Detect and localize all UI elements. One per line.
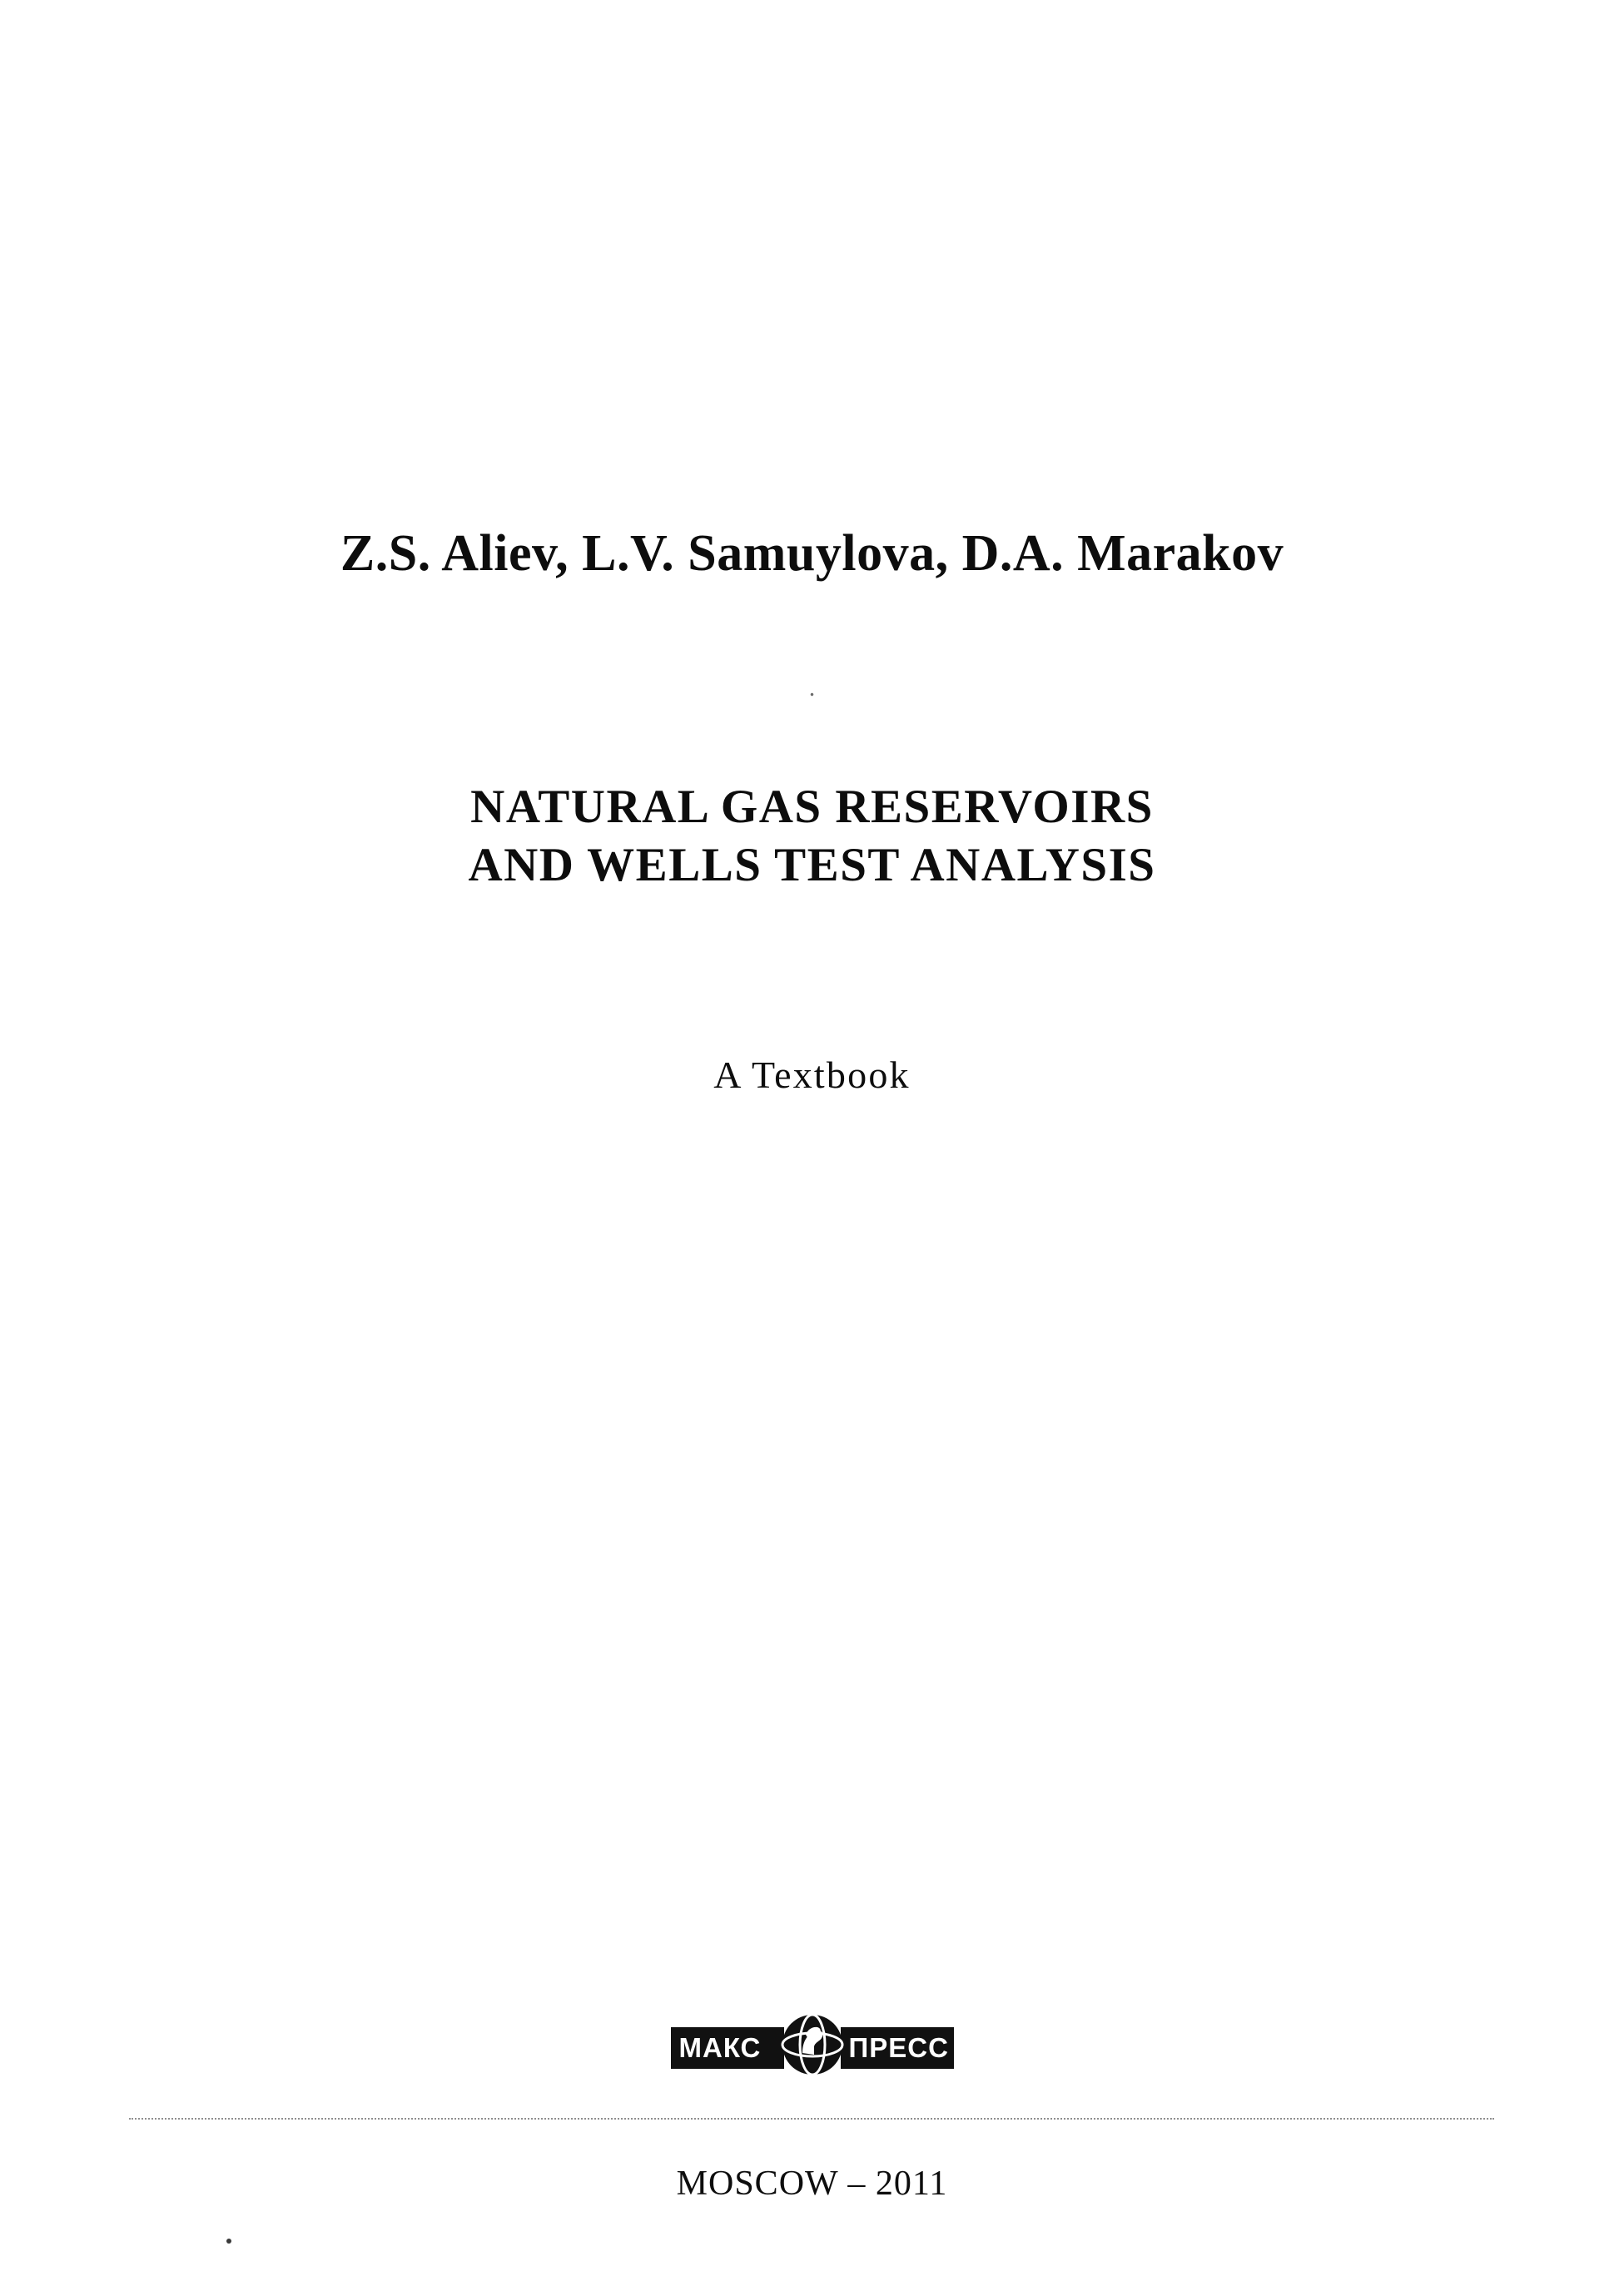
imprint-line: MOSCOW – 2011 <box>676 2165 948 2203</box>
publisher-logo-right-word: ПРЕСС <box>841 2027 954 2069</box>
scan-speck <box>226 2239 231 2244</box>
publisher-logo-left-word: МАКС <box>671 2027 784 2069</box>
book-title-line-1: NATURAL GAS RESERVOIRS <box>470 781 1154 833</box>
publisher-logo <box>671 2001 954 2089</box>
globe-hand-logo-icon <box>769 2001 856 2088</box>
stray-dot-mark: . <box>808 674 816 702</box>
book-title-line-2: AND WELLS TEST ANALYSIS <box>468 838 1156 891</box>
authors-line: Z.S. Aliev, L.V. Samuylova, D.A. Marakov <box>340 525 1284 582</box>
book-title <box>0 778 1624 894</box>
footer-divider <box>129 2118 1494 2120</box>
book-subtitle: A Textbook <box>713 1054 911 1096</box>
